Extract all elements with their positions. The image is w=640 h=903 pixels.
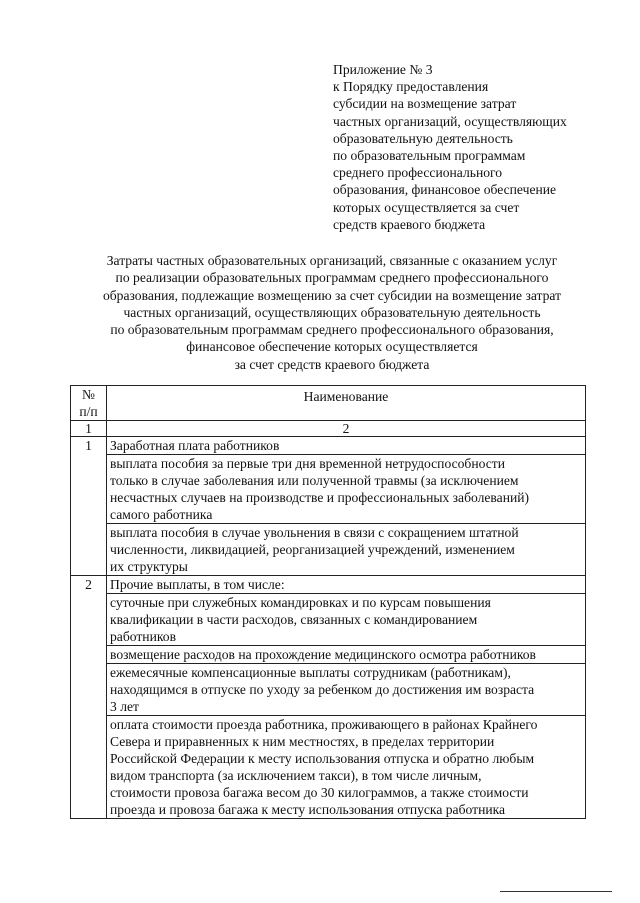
column-number-1: 1 (71, 421, 107, 437)
table-cell (107, 437, 586, 455)
column-number-2: 2 (107, 421, 586, 437)
cell-line: оплата стоимости проезда работника, проживающего в районах Крайнего (110, 717, 538, 732)
title-line: по образовательным программам среднего профессионального образования, (110, 322, 554, 338)
appendix-line: Приложение № 3 (333, 62, 433, 77)
cell-line: их структуры (110, 559, 188, 574)
table-row (71, 646, 586, 664)
cell-line: выплата пособия за первые три дня временной нетрудоспособности (110, 456, 506, 471)
cell-line: суточные при служебных командировках и по курсам повышения (110, 595, 491, 610)
title-line: финансовое обеспечение которых осуществляется (186, 339, 478, 355)
appendix-line: по образовательным программам (333, 148, 526, 164)
footer-rule (500, 891, 612, 892)
title-line: за счет средств краевого бюджета (234, 356, 430, 372)
appendix-line: образовательную деятельность (333, 130, 513, 146)
table-header-row (71, 386, 586, 421)
appendix-line: частных организаций, осуществляющих (333, 113, 567, 129)
table-cell (107, 664, 586, 716)
appendix-line: среднего профессионального (333, 165, 503, 181)
cell-line: выплата пособия в случае увольнения в связи с сокращением штатной (110, 525, 519, 540)
header-num-line: п/п (79, 404, 98, 419)
cell-line: Прочие выплаты, в том числе: (110, 577, 285, 592)
appendix-line: которых осуществляется за счет (333, 199, 520, 215)
table-row (71, 664, 586, 716)
table-cell (107, 524, 586, 576)
table-row (71, 437, 586, 455)
table-cell (107, 646, 586, 664)
group-number: 2 (71, 576, 107, 819)
table-row (71, 716, 586, 819)
appendix-header (333, 61, 623, 233)
cell-line: самого работника (110, 507, 213, 522)
table-cell (107, 594, 586, 646)
cell-line: Заработная плата работников (110, 438, 280, 453)
table-row (71, 594, 586, 646)
table-row (71, 455, 586, 524)
group-number: 1 (71, 437, 107, 576)
title-line: образования, подлежащие возмещению за счет субсидии на возмещение затрат (102, 287, 562, 303)
cell-line: работников (110, 629, 176, 644)
cell-line: проезда и провоза багажа к месту использования отпуска работника (110, 802, 506, 817)
cell-line: численности, ликвидацией, реорганизацией учреждений, изменением (110, 542, 515, 557)
cell-line: квалификации в части расходов, связанных с командированием (110, 612, 478, 627)
appendix-line: к Порядку предоставления (333, 79, 489, 95)
header-num-line: № (82, 387, 95, 402)
table-row (71, 524, 586, 576)
cell-line: 3 лет (110, 699, 139, 714)
title-line: частных организаций, осуществляющих образовательную деятельность (123, 304, 541, 320)
column-numbers-row (71, 421, 586, 437)
cell-line: Севера и приравненных к ним местностях, в пределах территории (110, 734, 495, 749)
title-line: Затраты частных образовательных организаций, связанные с оказанием услуг (106, 253, 558, 268)
table-cell (107, 455, 586, 524)
cell-line: стоимости провоза багажа весом до 30 килограммов, а также стоимости (110, 785, 529, 800)
header-name-cell: Наименование (107, 386, 586, 421)
table-cell (107, 576, 586, 594)
costs-table (70, 385, 586, 819)
appendix-line: субсидии на возмещение затрат (333, 96, 517, 112)
cell-line: видом транспорта (за исключением такси), в том числе личным, (110, 768, 482, 783)
cell-line: ежемесячные компенсационные выплаты сотрудникам (работникам), (110, 665, 511, 680)
cell-line: возмещение расходов на прохождение медицинского осмотра работников (110, 647, 536, 662)
header-num-cell (71, 386, 107, 421)
table-cell (107, 716, 586, 819)
cell-line: несчастных случаев на производстве и профессиональных заболеваний) (110, 490, 530, 505)
appendix-line: образования, финансовое обеспечение (333, 182, 557, 198)
document-title (40, 252, 624, 373)
title-line: по реализации образовательных программам среднего профессионального (115, 270, 549, 286)
table-row (71, 576, 586, 594)
cell-line: Российской Федерации к месту использования отпуска и обратно любым (110, 751, 535, 766)
cell-line: находящимся в отпуске по уходу за ребенком до достижения им возраста (110, 682, 535, 697)
appendix-line: средств краевого бюджета (333, 216, 486, 232)
cell-line: только в случае заболевания или полученной травмы (за исключением (110, 473, 519, 488)
